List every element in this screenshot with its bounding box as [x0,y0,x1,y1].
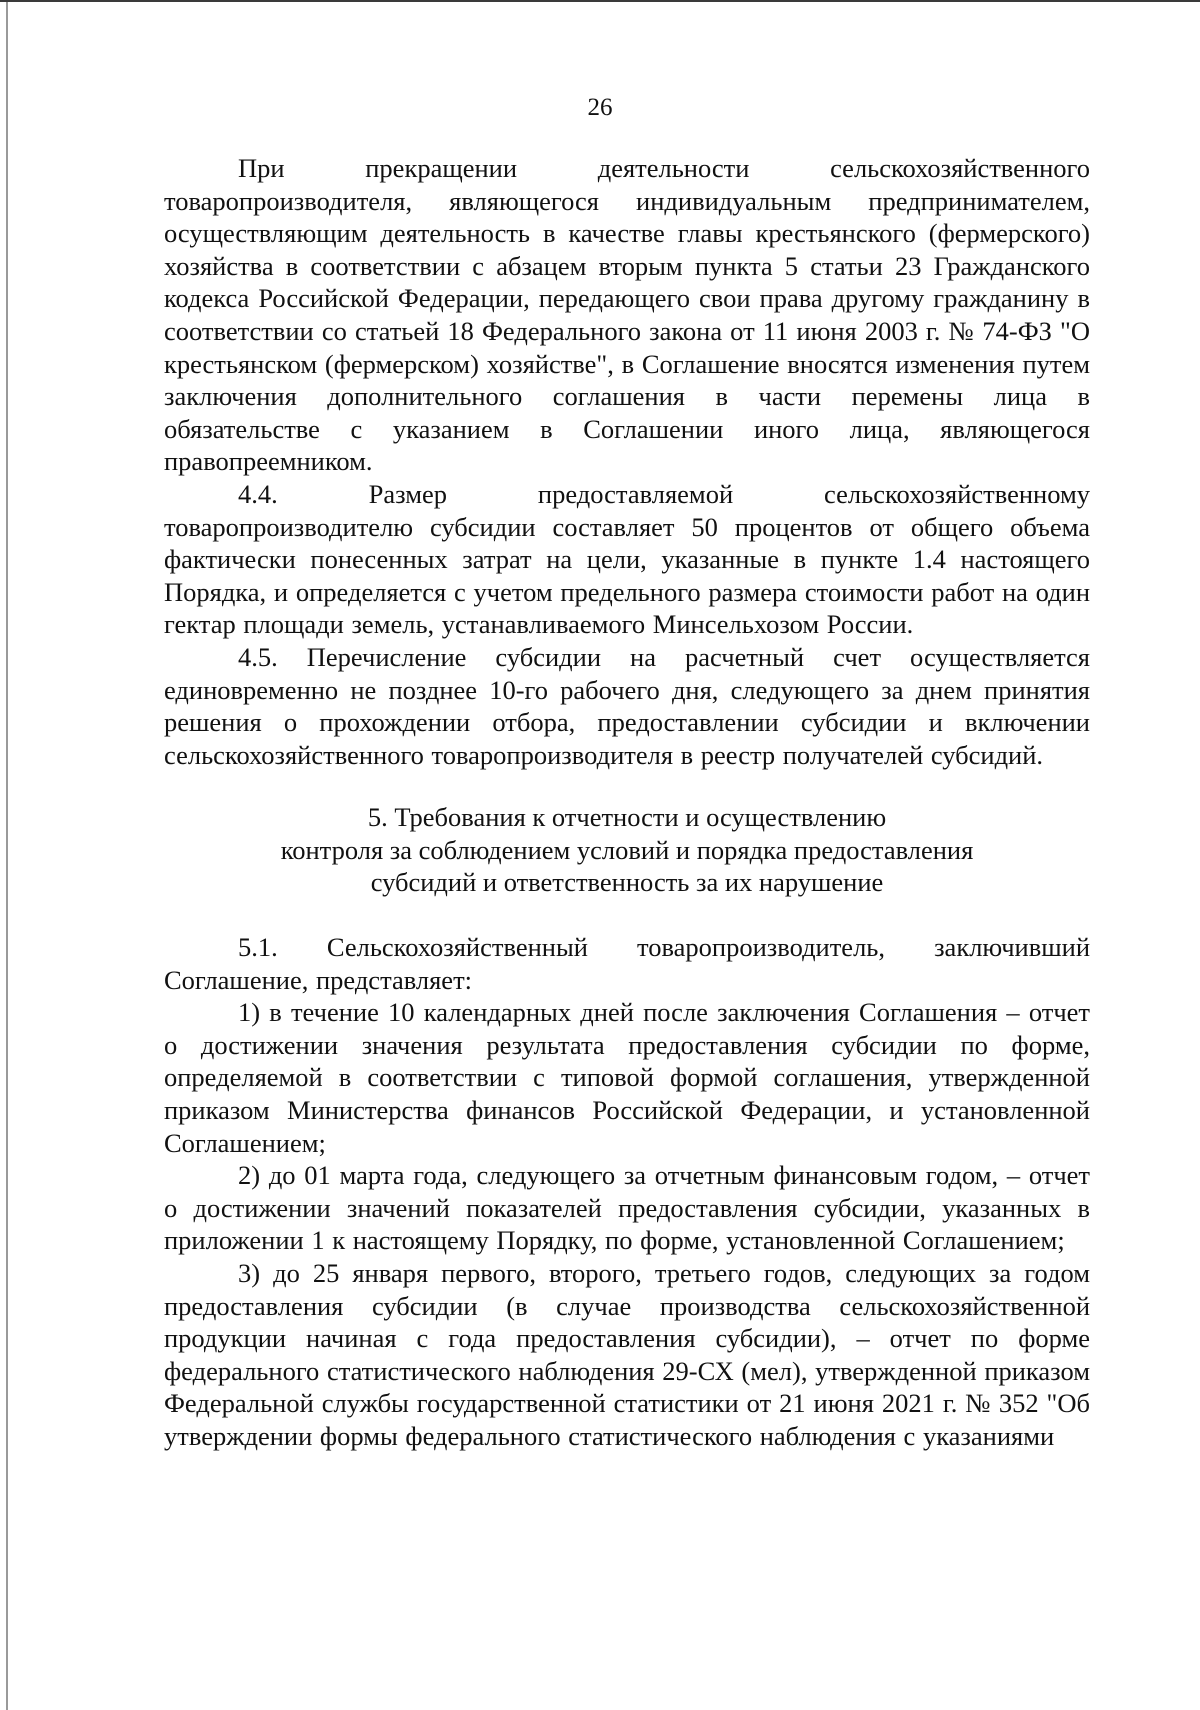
list-item-3: 3) до 25 января первого, второго, третьего годов, следующих за годом предоставления субсидии (в случае производства сельскохозяйственной продукции начиная с года предоставления субсидии), – отчет по форме федерального статистического наблюдения 29-СХ (мел), утвержденной приказом Федеральной службы государственной статистики от 21 июня 2021 г. № 352 "Об утверждении формы федерального статистического наблюдения с указаниями [164,1258,1090,1451]
section-heading-line: субсидий и ответственность за их нарушение [370,867,884,898]
paragraph-5-1: 5.1. Сельскохозяйственный товаропроизводитель, заключивший Соглашение, представляет: [164,932,1090,995]
section-heading-5 [164,801,1090,899]
section-heading-line: 5. Требования к отчетности и осуществлению [367,802,887,833]
page-number: 26 [587,94,613,121]
section-heading-line: контроля за соблюдением условий и порядка предоставления [280,834,974,865]
page-edge [6,2,8,1710]
document-body [164,152,1090,1453]
paragraph-4-5: 4.5. Перечисление субсидии на расчетный счет осуществляется единовременно не позднее 10-го рабочего дня, следующего за днем принятия решения о прохождении отбора, предоставлении субсидии и включении сельскохозяйственного товаропроизводителя в реестр получателей субсидий. [164,641,1090,770]
list-item-2: 2) до 01 марта года, следующего за отчетным финансовым годом, – отчет о достижении значений показателей предоставления субсидии, указанных в приложении 1 к настоящему Порядку, по форме, установленной Соглашением; [164,1160,1090,1256]
paragraph-succession: При прекращении деятельности сельскохозяйственного товаропроизводителя, являющегося индивидуальным предпринимателем, осуществляющим деятельность в качестве главы крестьянского (фермерского) хозяйства в соответствии с абзацем вторым пункта 5 статьи 23 Гражданского кодекса Российской Федерации, передающего свои права другому гражданину в соответствии со статьей 18 Федерального закона от 11 июня 2003 г. № 74-ФЗ "О крестьянском (фермерском) хозяйстве", в Соглашение вносятся изменения путем заключения дополнительного соглашения в части перемены лица в обязательстве с указанием в Соглашении иного лица, являющегося правопреемником. [164,153,1090,477]
paragraph-4-4: 4.4. Размер предоставляемой сельскохозяйственному товаропроизводителю субсидии составляет 50 процентов от общего объема фактически понесенных затрат на цели, указанные в пункте 1.4 настоящего Порядка, и определяется с учетом предельного размера стоимости работ на один гектар площади земель, устанавливаемого Минсельхозом России. [164,478,1090,640]
list-item-1: 1) в течение 10 календарных дней после заключения Соглашения – отчет о достижении значения результата предоставления субсидии по форме, определяемой в соответствии с типовой формой соглашения, утвержденной приказом Министерства финансов Российской Федерации, и установленной Соглашением; [164,997,1090,1158]
